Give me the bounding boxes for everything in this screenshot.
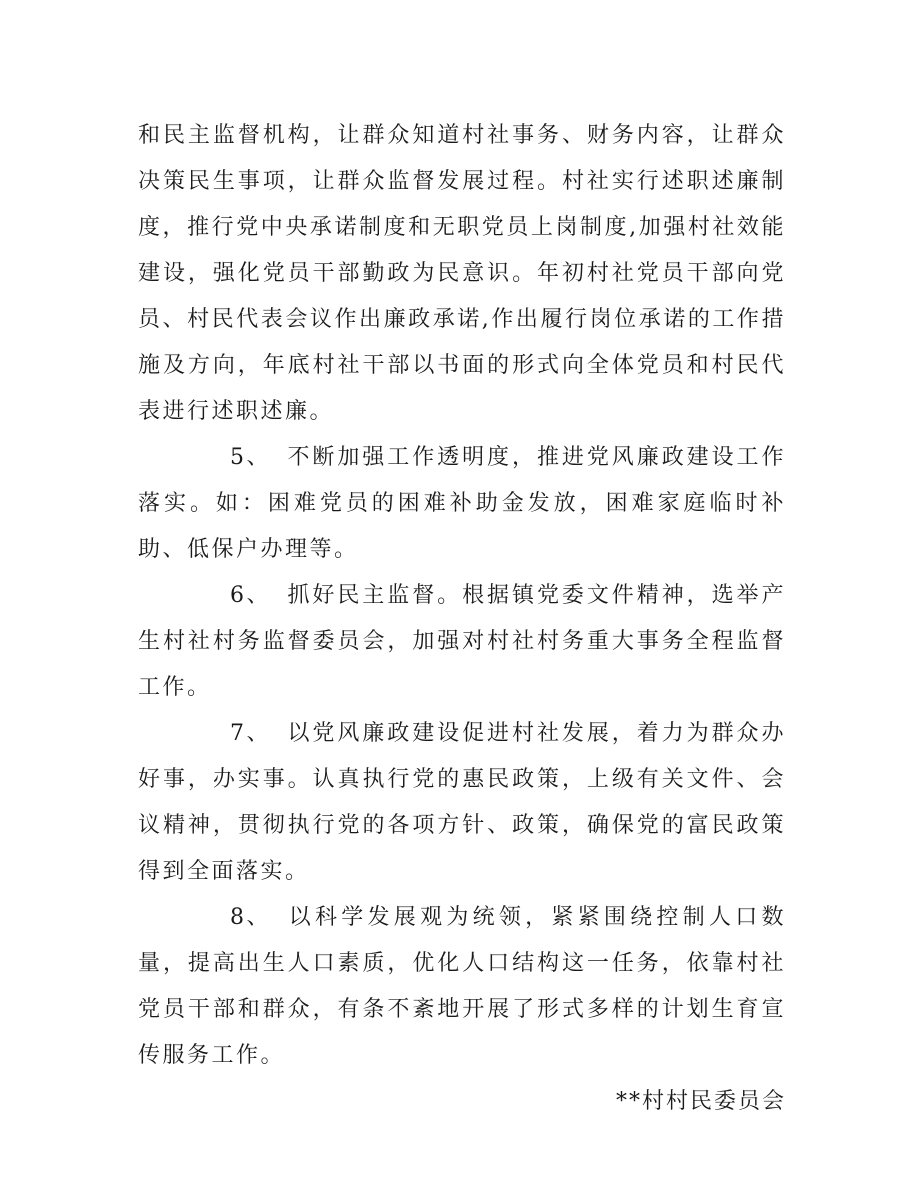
paragraph-number: 6、 xyxy=(230,583,271,608)
paragraph-number: 7、 xyxy=(230,721,271,746)
document-body xyxy=(138,113,786,1125)
paragraph-item-5 xyxy=(138,435,786,573)
paragraph-item-8 xyxy=(138,895,786,1079)
paragraph-text: 不断加强工作透明度，推进党风廉政建设工作落实。如：困难党员的困难补助金发放，困难家庭临时补助、低保户办理等。 xyxy=(138,445,786,562)
paragraph-text: 以科学发展观为统领，紧紧围绕控制人口数量，提高出生人口素质，优化人口结构这一任务，依靠村社党员干部和群众，有条不紊地开展了形式多样的计划生育宣传服务工作。 xyxy=(138,905,786,1068)
paragraph-continued xyxy=(138,113,786,435)
paragraph-number: 5、 xyxy=(230,445,271,470)
paragraph-text: 和民主监督机构，让群众知道村社事务、财务内容，让群众决策民生事项，让群众监督发展过程。村社实行述职述廉制度，推行党中央承诺制度和无职党员上岗制度,加强村社效能建设，强化党员干部勤政为民意识。年初村社党员干部向党员、村民代表会议作出廉政承诺,作出履行岗位承诺的工作措施及方向，年底村社干部以书面的形式向全体党员和村民代表进行述职述廉。 xyxy=(138,123,786,424)
paragraph-item-7 xyxy=(138,711,786,895)
signature: **村村民委员会 xyxy=(615,1089,786,1114)
paragraph-text: 以党风廉政建设促进村社发展，着力为群众办好事，办实事。认真执行党的惠民政策，上级有关文件、会议精神，贯彻执行党的各项方针、政策，确保党的富民政策得到全面落实。 xyxy=(138,721,786,884)
paragraph-number: 8、 xyxy=(230,905,271,930)
paragraph-text: 抓好民主监督。根据镇党委文件精神，选举产生村社村务监督委员会，加强对村社村务重大事务全程监督工作。 xyxy=(138,583,786,700)
paragraph-item-6 xyxy=(138,573,786,711)
